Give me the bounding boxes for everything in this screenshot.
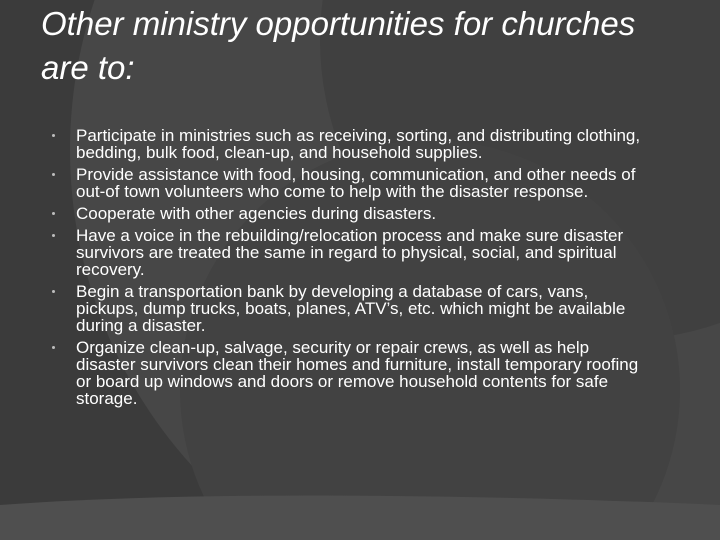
slide-title: Other ministry opportunities for churches are to: bbox=[41, 5, 636, 86]
list-item-text: Cooperate with other agencies during disasters. bbox=[76, 203, 437, 223]
bullet-list bbox=[52, 127, 652, 412]
bullet-dot-icon bbox=[52, 290, 55, 293]
bullet-dot-icon bbox=[52, 346, 55, 349]
list-item-text: Have a voice in the rebuilding/relocation process and make sure disaster survivors are treated the same in regard to physical, social, and spiritual recovery. bbox=[76, 225, 624, 279]
list-item bbox=[52, 227, 652, 279]
list-item-text: Provide assistance with food, housing, communication, and other needs of out-of town volunteers who come to help with the disaster response. bbox=[76, 164, 636, 202]
list-item bbox=[52, 166, 652, 200]
bullet-dot-icon bbox=[52, 134, 55, 137]
list-item bbox=[52, 205, 652, 222]
bullet-dot-icon bbox=[52, 173, 55, 176]
list-item bbox=[52, 127, 652, 161]
bullet-dot-icon bbox=[52, 234, 55, 237]
list-item-text: Participate in ministries such as receiving, sorting, and distributing clothing, bedding, bulk food, clean-up, and household supplies. bbox=[76, 126, 641, 163]
list-item-text: Begin a transportation bank by developing a database of cars, vans, pickups, dump trucks, boats, planes, ATV’s, etc. which might be available during a disaster. bbox=[76, 281, 626, 336]
bullet-dot-icon bbox=[52, 212, 55, 215]
list-item bbox=[52, 339, 652, 408]
list-item-text: Organize clean-up, salvage, security or repair crews, as well as help disaster survivors clean their homes and furniture, install temporary roofing or board up windows and doors or remove household contents for safe storage. bbox=[76, 337, 639, 409]
list-item bbox=[52, 283, 652, 335]
